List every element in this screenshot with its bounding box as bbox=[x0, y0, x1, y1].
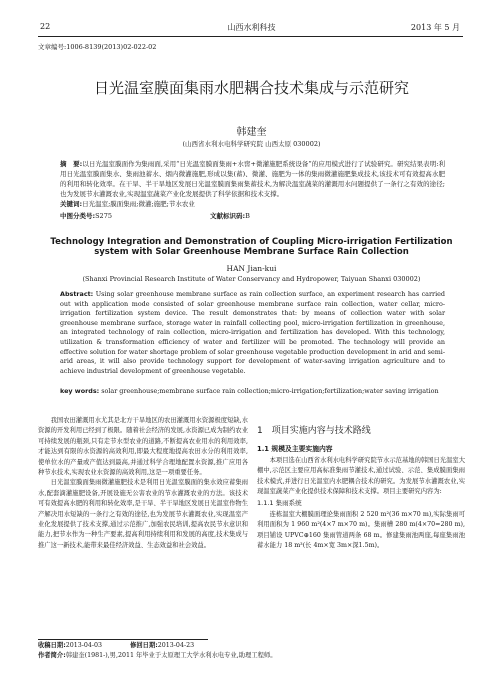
author-name-en: HAN Jian-kui bbox=[226, 264, 277, 273]
footnote bbox=[38, 641, 463, 661]
author-affiliation: (山西省水利水电科学研究院 山西太原 030002) bbox=[182, 140, 321, 148]
abstract-en-label: Abstract: bbox=[60, 290, 94, 298]
author-affiliation-en: (Shanxi Provincial Research Institute of Water Conservancy and Hydropower, Taiyuan Shanxi 030002) bbox=[82, 275, 421, 283]
doc-code-label: 文献标识码: bbox=[210, 212, 246, 220]
body-left-column bbox=[38, 416, 248, 551]
keywords-cn-text: 日光温室;膜面集雨;微灌;施肥;节水农业 bbox=[82, 200, 195, 208]
clc-code: S275 bbox=[95, 212, 112, 220]
footnote-rule bbox=[38, 639, 208, 640]
author-name: 韩建奎 bbox=[236, 127, 267, 138]
abstract-cn bbox=[60, 159, 445, 199]
body-right-column bbox=[257, 416, 465, 551]
abstract-cn-label: 摘 要: bbox=[60, 160, 83, 168]
classification-line bbox=[60, 211, 445, 221]
keywords-en-label: key words: bbox=[60, 387, 100, 395]
keywords-en-text: solar greenhouse;membrane surface rain collection;micro-irrigation;fertilization;water saving irrigation bbox=[101, 387, 439, 395]
section-heading: 1 项目实施内容与技术路线 bbox=[257, 426, 371, 436]
subsubsection-heading: 1.1.1 集雨系统 bbox=[257, 499, 302, 508]
revised-date: 2013-04-23 bbox=[157, 642, 195, 649]
running-header bbox=[0, 22, 503, 36]
received-date: 2013-04-03 bbox=[65, 642, 103, 649]
author-bio: 韩建奎(1981-),男,2011 年毕业于太原理工大学水利水电专业,助理工程师。 bbox=[65, 652, 277, 659]
abstract-cn-text: 以日光温室膜面作为集雨面,采用“日光温室膜面集雨+水窖+微灌施肥系统设备”的应用模式进行了试验研究。研究结果表明:利用日光温室膜面集水、集雨池蓄水、烟内微灌施肥,形成以集(蓄)、微灌、施肥为一体的集雨微灌施肥集成技术,该技术可有效提高水肥的利用和转化效率。在干旱、半干旱地区发展日光温室膜面集雨集蓄技术,为解决温室蔬菜的灌溉用水问题提供了一条行之有效的途径;也为发展节水灌溉农业,实现温室蔬菜产业化发展提供了科学依据和技术支撑。 bbox=[60, 160, 446, 198]
keywords-en bbox=[60, 387, 445, 397]
author-bio-label: 作者简介: bbox=[38, 652, 66, 659]
journal-name: 山西水利科技 bbox=[227, 23, 276, 32]
revised-label: 修回日期: bbox=[130, 642, 158, 649]
clc-label: 中图分类号: bbox=[60, 212, 96, 220]
received-label: 收稿日期: bbox=[38, 642, 66, 649]
header-rule bbox=[38, 36, 463, 37]
doc-code: B bbox=[245, 212, 250, 220]
keywords-cn-label: 关键词: bbox=[60, 200, 83, 208]
abstract-en bbox=[60, 290, 445, 376]
body-paragraph: 我国农田灌溉用水尤其是北方干旱地区的农田灌溉用水资源极度短缺,水资源的开发利用已经到了极限。随着社会经济的发展,水资源已成为制约农业可持续发展的瓶颈,只有走节水型农业的道路,不断提高农业用水的利用效率,才能达到有限的水资源的高效利用,即最大程度地提高农田水分的利用效率,使单位水的产量或产值达到最高,并通过科学合理地配置水资源,推广应用各种节水技术,实现农业水资源的高效利用,这是一项重要任务。 bbox=[38, 417, 248, 477]
abstract-en-text: Using solar greenhouse membrane surface as rain collection surface, an experiment research has carried out with application mode consisted of solar greenhouse membrane surface rain collection, water cellar, micro-irrigation fertilization system device. The result demonstrates that: by means of collection water with solar greenhouse membrane surface, storage water in rainfall collecting pool, micro-irrigation fertilization in greenhouse, an integrated technology of rain collection, micro-irrigation and fertilization has developed. With this technology, utilization & transformation efficiency of water and fertilizer will be promoted. The technology will provide an effective solution for water shortage problem of solar greenhouse vegetable production development in arid and semi-arid areas, it will also provide technology support for development of water-saving irrigation agriculture and to achieve industrial development of greenhouse vegetable. bbox=[60, 290, 445, 375]
issue-date: 2013 年 5 月 bbox=[410, 23, 460, 32]
dates-line bbox=[38, 641, 463, 651]
body-paragraph: 本项目选在山西省水利水电科学研究院节水示范基地的韩国日光温室大棚中,示范区主要应用高标准集雨节灌技术,通过试验、示范、集成膜面集雨技术模式,并进行日光温室内水肥耦合技术的研究。为发展节水灌溉农业,实现温室蔬菜产业化提供技术保障和技术支撑。项目主要研究内容为: bbox=[257, 456, 465, 496]
paper-title-en: Technology Integration and Demonstration of Coupling Micro-irrigation Fertilization system with Solar Greenhouse Membrane Surface Rain Collection bbox=[50, 237, 453, 257]
article-id: 文章编号:1006-8139(2013)02-022-02 bbox=[38, 43, 157, 51]
page-number: 22 bbox=[40, 22, 51, 31]
body-paragraph: 日光温室膜面集雨微灌施肥技术是利用日光温室膜面的集水效应蓄集雨水,配套滴灌施肥设备,开展设施无公害农业的节水灌溉农业的方法。该技术可有效提高水肥的利用和转化效率,是干旱、半干旱地区发展日光温室作物生产解决用水短缺的一条行之有效的途径,也为发展节水灌溉农业,实现温室产业化发展提供了技术支撑,通过示范推广,加强农民培训,提高农民节水意识和能力,把节水作为一种生产要素,提高利用持续利用和发展的高度,技术集成与推广这一新技术,能带来最佳经济效益、生态效益和社会效益。 bbox=[38, 479, 248, 549]
keywords-cn bbox=[60, 199, 445, 209]
body-paragraph: 连栋温室大棚膜面理论集雨面积 2 520 m²(36 m×70 m),实际集雨可利用面积为 1 960 m²(4×7 m×70 m)。集雨槽 280 m(4×70=280 m),项目铺设 UPVC⊕160 集雨管道两条 68 m。修建集雨池两座,每座集雨池蓄水能力 18 m³(长 4m×宽 3m×深1.5m)。 bbox=[257, 510, 465, 550]
author-bio-line bbox=[38, 651, 463, 661]
subsection-heading: 1.1 规模及主要实施内容 bbox=[257, 445, 333, 454]
paper-title: 日光温室膜面集雨水肥耦合技术集成与示范研究 bbox=[93, 79, 409, 97]
